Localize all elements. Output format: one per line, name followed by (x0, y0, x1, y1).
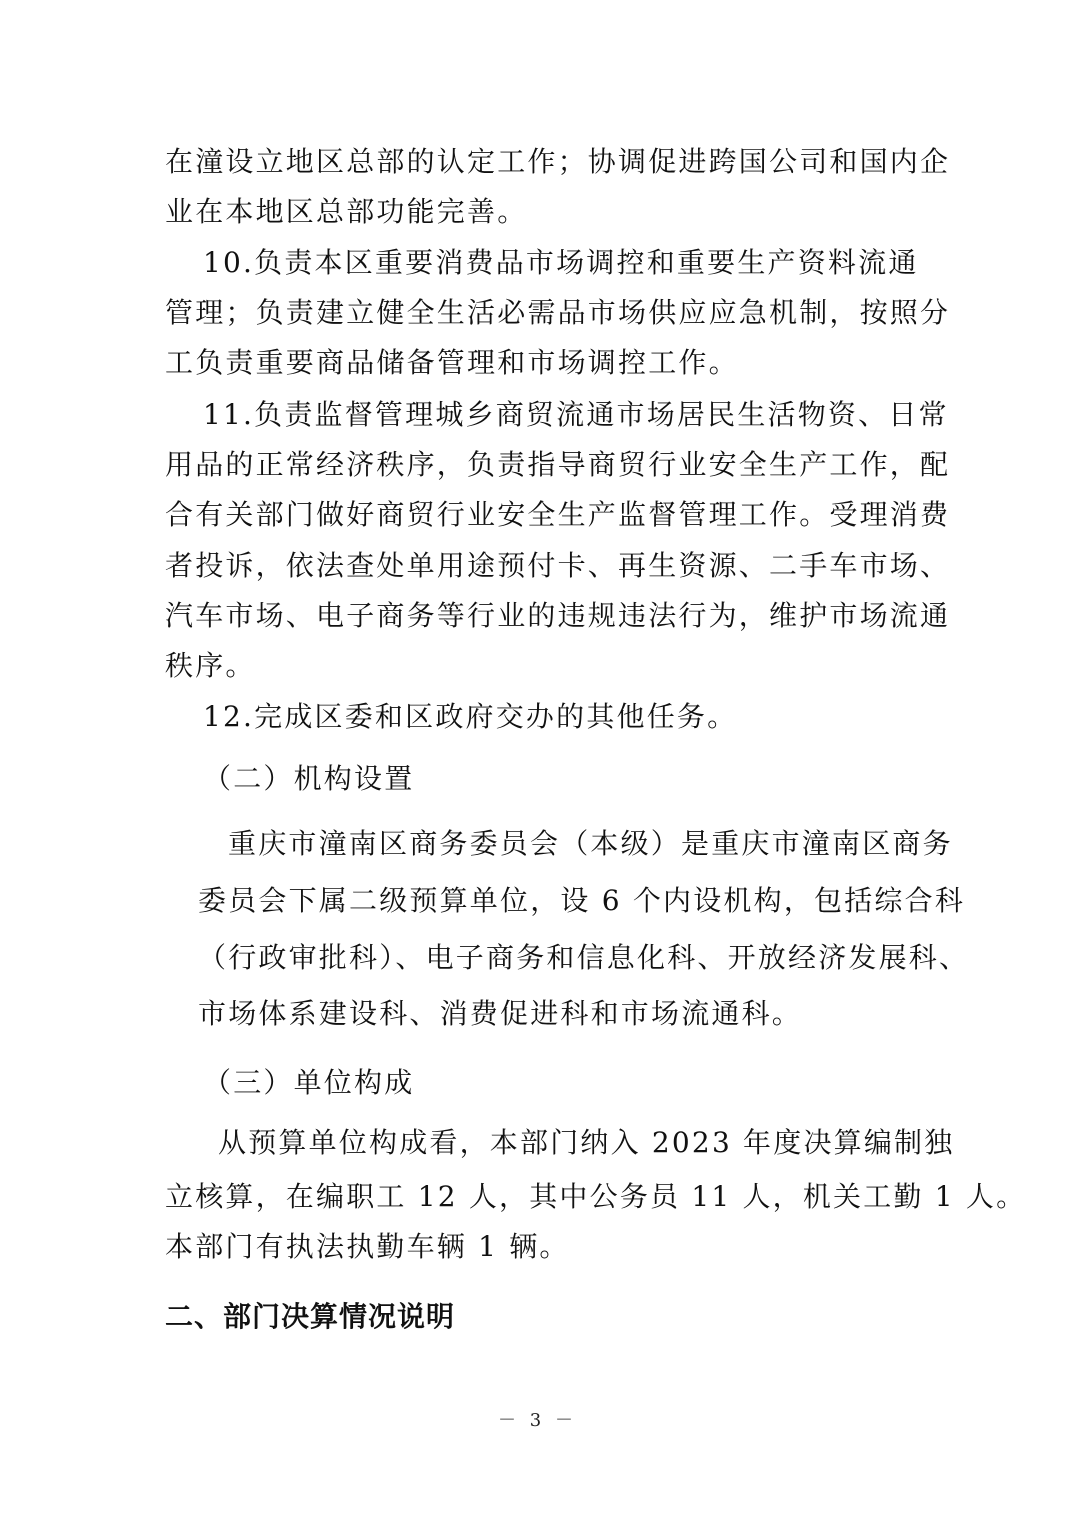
paragraph-line: 业在本地区总部功能完善。 (165, 195, 528, 228)
page-number: － 3 － (498, 1410, 577, 1431)
paragraph-line: 本部门有执法执勤车辆 1 辆。 (165, 1230, 570, 1263)
paragraph-line: （行政审批科）、电子商务和信息化科、开放经济发展科、 (198, 941, 970, 974)
paragraph-line: 合有关部门做好商贸行业安全生产监督管理工作。受理消费 (165, 498, 951, 531)
paragraph-line: 12.完成区委和区政府交办的其他任务。 (203, 700, 738, 733)
paragraph-line: 委员会下属二级预算单位，设 6 个内设机构，包括综合科 (198, 884, 966, 917)
section-heading: 二、部门决算情况说明 (165, 1300, 456, 1333)
subsection-title: （二）机构设置 (203, 762, 415, 795)
paragraph-line: 在潼设立地区总部的认定工作；协调促进跨国公司和国内企 (165, 145, 951, 178)
paragraph-line: 用品的正常经济秩序，负责指导商贸行业安全生产工作，配 (165, 448, 951, 481)
paragraph-line: 市场体系建设科、消费促进科和市场流通科。 (198, 997, 803, 1030)
paragraph-line: 者投诉，依法查处单用途预付卡、再生资源、二手车市场、 (165, 549, 951, 582)
paragraph-line: 11.负责监督管理城乡商贸流通市场居民生活物资、日常 (203, 398, 949, 431)
paragraph-line: 工负责重要商品储备管理和市场调控工作。 (165, 346, 739, 379)
paragraph-line: 汽车市场、电子商务等行业的违规违法行为，维护市场流通 (165, 599, 951, 632)
paragraph-line: 从预算单位构成看，本部门纳入 2023 年度决算编制独 (218, 1126, 955, 1159)
paragraph-line: 10.负责本区重要消费品市场调控和重要生产资料流通 (203, 246, 919, 279)
paragraph-line: 重庆市潼南区商务委员会（本级）是重庆市潼南区商务 (228, 827, 953, 860)
paragraph-line: 管理；负责建立健全生活必需品市场供应应急机制，按照分 (165, 296, 951, 329)
paragraph-line: 立核算，在编职工 12 人，其中公务员 11 人，机关工勤 1 人。 (165, 1180, 1027, 1213)
paragraph-line: 秩序。 (165, 649, 256, 682)
subsection-title: （三）单位构成 (203, 1066, 415, 1099)
